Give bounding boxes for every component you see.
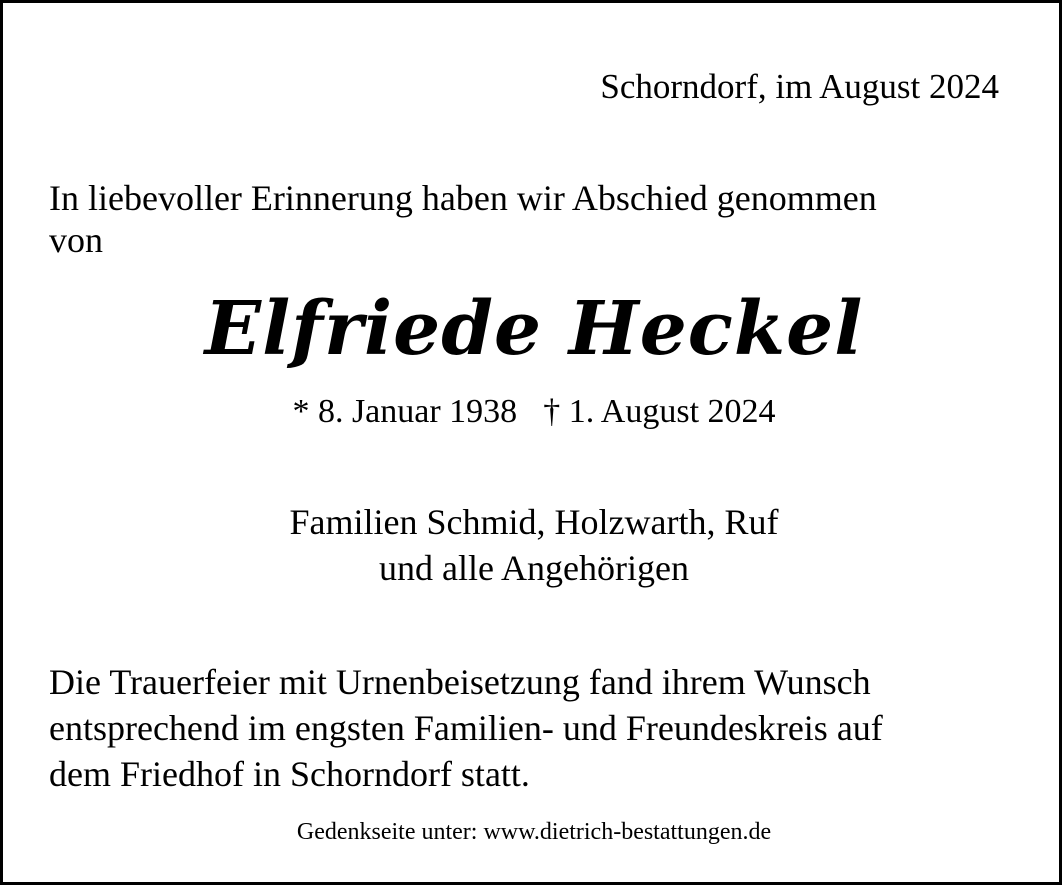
birth-date: * 8. Januar 1938 <box>292 393 518 430</box>
deceased-name: Elfriede Heckel <box>204 286 864 372</box>
mourners <box>3 499 1062 591</box>
life-dates <box>3 391 1062 433</box>
mourners-line: Familien Schmid, Holzwarth, Ruf <box>289 502 779 542</box>
memorial-page-link: Gedenkseite unter: www.dietrich-bestattungen.de <box>296 819 772 845</box>
ceremony-line: entsprechend im engsten Familien- und Freundeskreis auf <box>49 708 883 748</box>
mourners-line: und alle Angehörigen <box>379 548 689 588</box>
intro-line: von <box>49 220 103 260</box>
ceremony-text <box>49 659 1029 797</box>
intro-line: In liebevoller Erinnerung haben wir Abschied genommen <box>49 178 877 218</box>
intro-text <box>49 177 1019 261</box>
ceremony-line: dem Friedhof in Schorndorf statt. <box>49 754 530 794</box>
ceremony-line: Die Trauerfeier mit Urnenbeisetzung fand ihrem Wunsch <box>49 662 871 702</box>
place-date: Schorndorf, im August 2024 <box>600 67 999 106</box>
death-date: † 1. August 2024 <box>543 393 776 430</box>
